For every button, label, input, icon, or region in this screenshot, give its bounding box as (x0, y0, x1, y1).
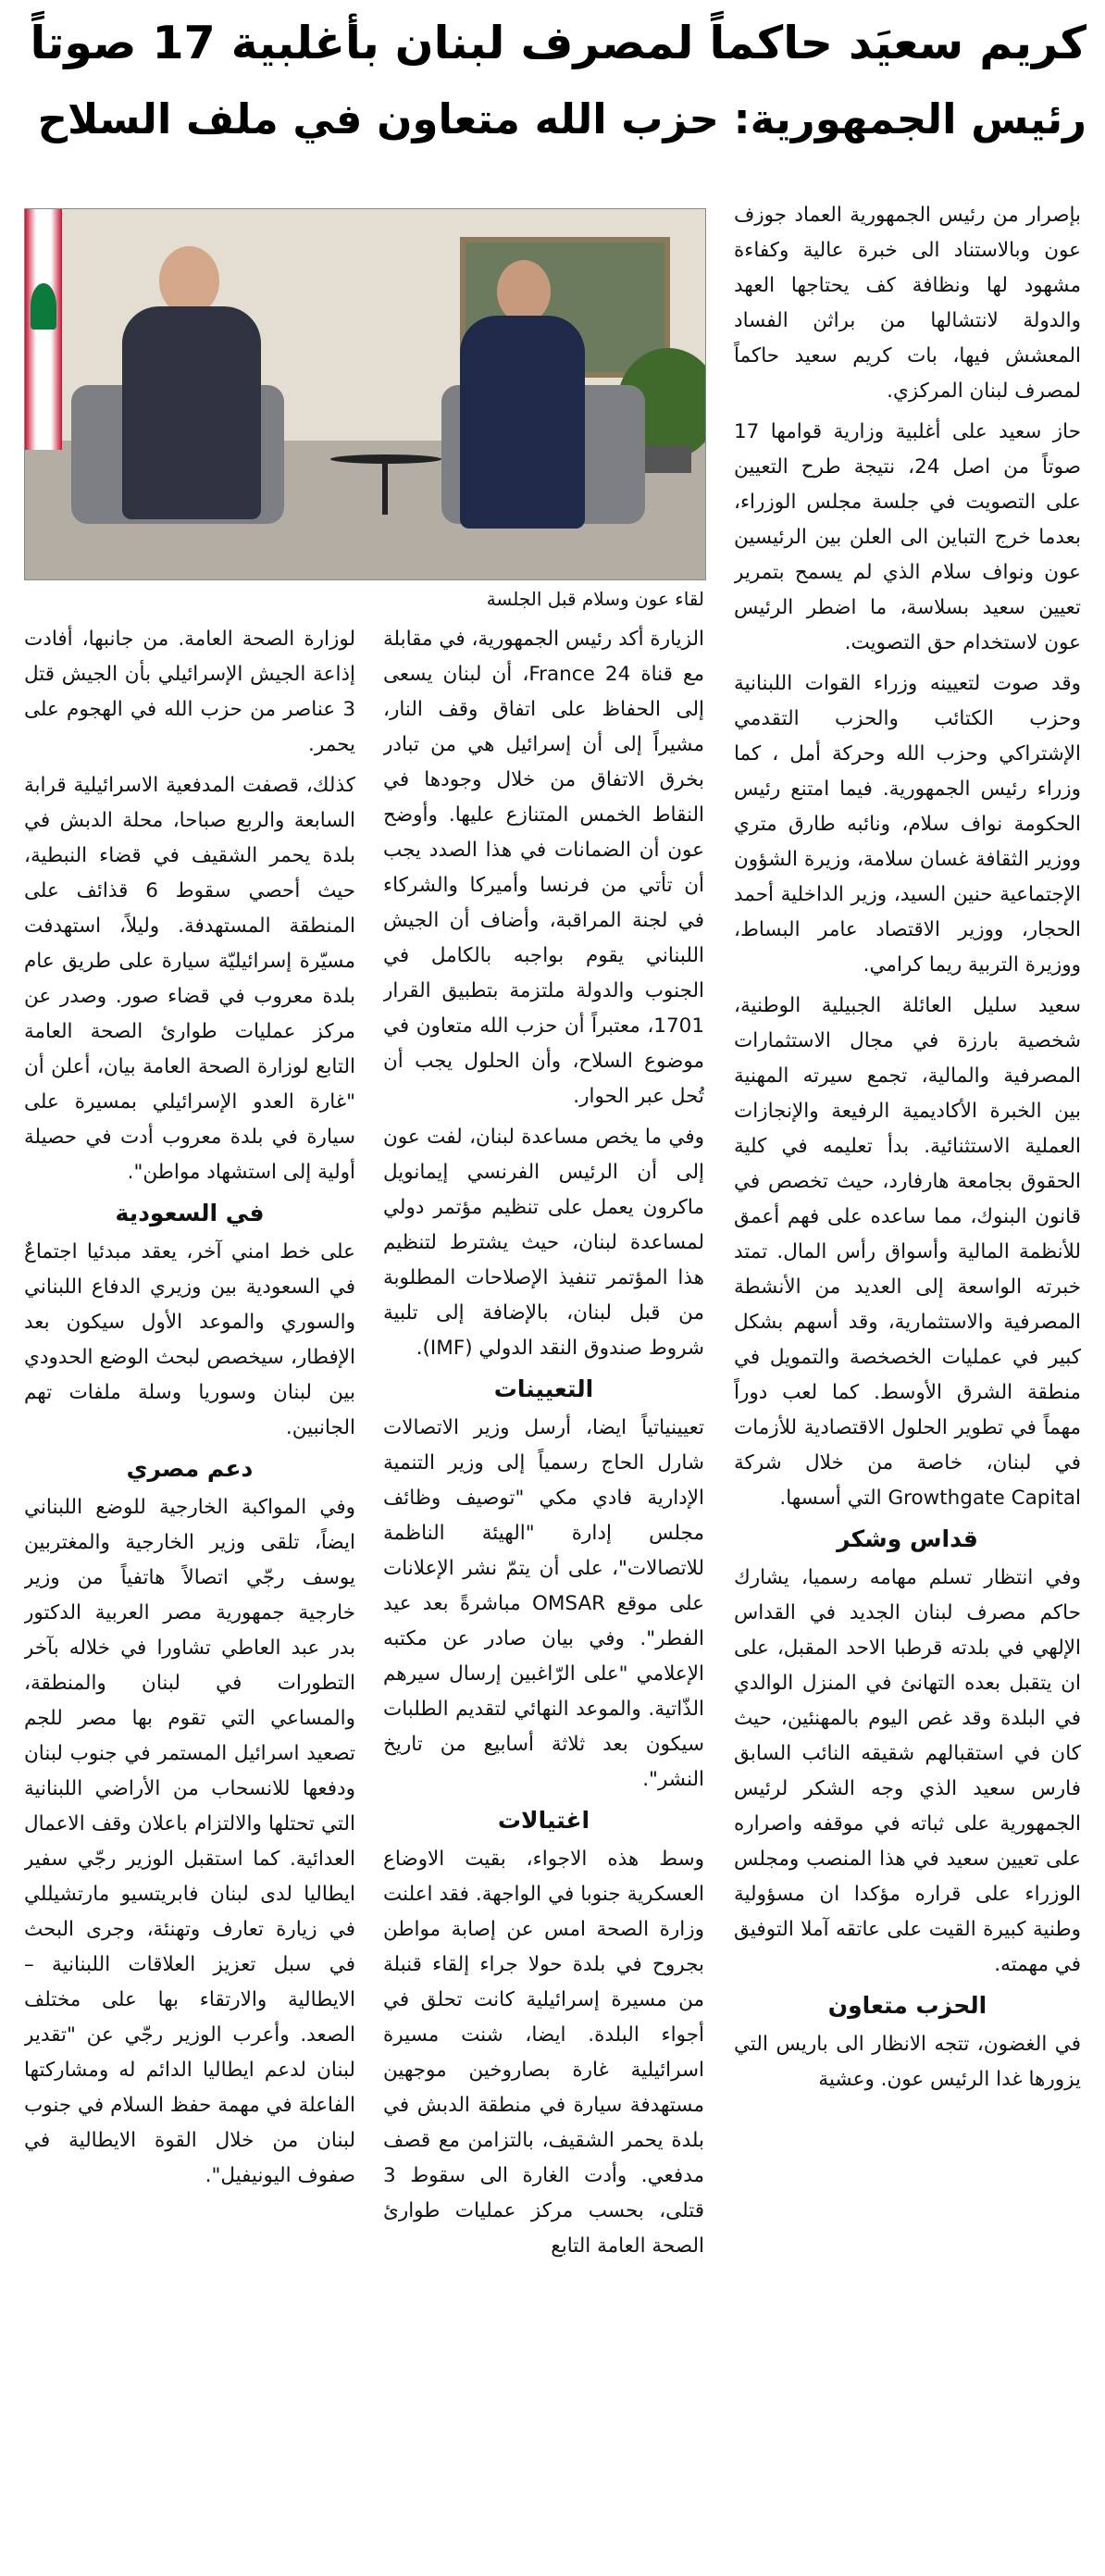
person-left-suit (122, 306, 261, 519)
subheading: اغتيالات (497, 1807, 590, 1834)
paragraph: وقد صوت لتعيينه وزراء القوات اللبنانية وحزب الكتائب والحزب التقدمي الإشتراكي وحزب الله وحركة أمل ، كما وزراء رئيس الجمهورية. فيما امتنع رئيس الحكومة نواف سلام، ونائبه طارق متري ووزير الثقافة غسان سلامة، وزيرة الشؤون الإجتماعية حنين السيد، وزير الداخلية أحمد الحجار، ووزير الاقتصاد عامر البساط، ووزيرة التربية ريما كرامي. (734, 672, 1081, 977)
cedar-icon (31, 283, 56, 330)
plant-pot (645, 445, 691, 473)
subheading: قداس وشكر (837, 1525, 978, 1552)
paragraph: بإصرار من رئيس الجمهورية العماد جوزف عون وبالاستناد الى خبرة عالية وكفاءة مشهود لها ونظافة كف يحتاجها العهد والدولة لانتشالها من براثن الفساد المعشش فيها، بات كريم سعيد حاكماً لمصرف لبنان المركزي. (734, 204, 1081, 403)
subheading: في السعودية (115, 1200, 265, 1226)
person-right-head (497, 260, 551, 323)
subheading: الحزب متعاون (827, 1992, 987, 2019)
paragraph: في الغضون، تتجه الانظار الى باريس التي يزورها غدا الرئيس عون. وعشية (734, 2033, 1081, 2091)
paragraph: كذلك، قصفت المدفعية الاسرائيلية قرابة السابعة والربع صباحا، محلة الدبش في بلدة يحمر الشقيف في قضاء النبطية، حيث أحصي سقوط 6 قذائف على المنطقة المستهدفة. وليلاً، استهدفت مسيّرة إسرائيليّة سيارة على طريق عام بلدة معروب في قضاء صور. وصدر عن مركز عمليات طوارئ الصحة العامة التابع لوزارة الصحة العامة بيان، أعلن أن "غارة العدو الإسرائيلي بمسيرة على سيارة في بلدة معروب أدت في حصيلة أولية إلى استشهاد مواطن". (24, 774, 355, 1184)
paragraph: لوزارة الصحة العامة. من جانبها، أفادت إذاعة الجيش الإسرائيلي بأن الجيش قتل 3 عناصر من حزب الله في الهجوم على يحمر. (24, 628, 355, 756)
column-middle (383, 622, 704, 2566)
column-left (24, 622, 355, 2566)
paragraph: وفي انتظار تسلم مهامه رسميا، يشارك حاكم مصرف لبنان الجديد في القداس الإلهي في بلدته قرطبا الاحد المقبل، على ان يتقبل بعده التهانئ في المنزل الوالدي في البلدة وقد غص اليوم بالمهنئين، حيث كان في استقبالهم شقيقه النائب السابق فارس سعيد الذي وجه الشكر لرئيس الجمهورية على ثباته في موقفه واصراره على تعيين سعيد في هذا المنصب ومجلس الوزراء على قراره مؤكدا ان مسؤولية وطنية كبيرة القيت على عاتقه آملا التوفيق في مهمته. (734, 1566, 1081, 1976)
paragraph: وفي ما يخص مساعدة لبنان، لفت عون إلى أن الرئيس الفرنسي إيمانويل ماكرون يعمل على تنظيم مؤتمر دولي لمساعدة لبنان، حيث يشترط لتنظيم هذا المؤتمر تنفيذ الإصلاحات المطلوبة من قبل لبنان، بالإضافة إلى تلبية شروط صندوق النقد الدولي (IMF). (383, 1126, 704, 1360)
paragraph: الزيارة أكد رئيس الجمهورية، في مقابلة مع قناة France 24، أن لبنان يسعى إلى الحفاظ على اتفاق وقف النار، مشيراً إلى أن إسرائيل هي من تبادر بخرق الاتفاق من خلال وجودها في النقاط الخمس المتنازع عليها. وأوضح عون أن الضمانات في هذا الصدد يجب أن تأتي من فرنسا وأميركا والشركاء في لجنة المراقبة، وأضاف أن الجيش اللبناني يقوم بواجبه بالكامل في الجنوب والدولة ملتزمة بتطبيق القرار 1701، معتبراً أن حزب الله متعاون في موضوع السلاح، وأن الحلول يجب أن تُحل عبر الحوار. (383, 628, 704, 1108)
paragraph: سعيد سليل العائلة الجبيلية الوطنية، شخصية بارزة في مجال الاستثمارات المصرفية والمالية، تجمع سيرته المهنية بين الخبرة الأكاديمية الرفيعة والإنجازات العملية الاستثنائية. بدأ تعليمه في كلية الحقوق بجامعة هارفارد، حيث تخصص في قانون البنوك، مما ساعده على فهم أعمق للأنظمة المالية وأسواق رأس المال. تمتد خبرته الواسعة إلى العديد من الأنشطة المصرفية والاستثمارية، وقد أسهم بشكل كبير في عمليات الخصخصة والتمويل في منطقة الشرق الأوسط. كما لعب دوراً مهماً في تطوير الحلول الاقتصادية للأزمات في لبنان، خاصة من خلال شركة Growthgate Capital التي أسسها. (734, 994, 1081, 1510)
photo-caption: لقاء عون وسلام قبل الجلسة (486, 588, 704, 610)
side-table-stem (382, 459, 388, 515)
person-left-head (159, 246, 219, 316)
subheading: دعم مصري (126, 1455, 254, 1482)
headline-line-1: كريم سعيَد حاكماً لمصرف لبنان بأغلبية 17 صوتاً (30, 17, 1086, 69)
headline (19, 6, 1086, 157)
paragraph: تعيينياتياً ايضا، أرسل وزير الاتصالات شارل الحاج رسمياً إلى وزير التنمية الإدارية فادي مكي "توصيف وظائف مجلس إدارة "الهيئة الناظمة للاتصالات"، على أن يتمّ نشر الإعلانات على موقع OMSAR مباشرةً بعد عيد الفطر". وفي بيان صادر عن مكتبه الإعلامي "على الرّاغبين إرسال سيرهم الذّاتية. والموعد النهائي لتقديم الطلبات سيكون بعد ثلاثة أسابيع من تاريخ النشر". (383, 1416, 704, 1791)
paragraph: وفي المواكبة الخارجية للوضع اللبناني ايضاً، تلقى وزير الخارجية والمغتربين يوسف رجّي اتصالاً هاتفياً من وزير خارجية جمهورية مصر العربية الدكتور بدر عبد العاطي تشاورا في خلاله بآخر التطورات في لبنان والمنطقة، والمساعي التي تقوم بها مصر للجم تصعيد اسرائيل المستمر في جنوب لبنان ودفعها للانسحاب من الأراضي اللبنانية التي تحتلها والالتزام باعلان وقف الاعمال العدائية. كما استقبل الوزير رجّي سفير ايطاليا لدى لبنان فابريتسيو مارتشيللي في زيارة تعارف وتهنئة، وجرى البحث في سبل تعزيز العلاقات اللبنانية – الايطالية والارتقاء بها على مختلف الصعد. وأعرب الوزير رجّي عن "تقدير لبنان لدعم ايطاليا الدائم له ومشاركتها الفاعلة في مهمة حفظ السلام في جنوب لبنان من خلال القوة الايطالية في صفوف اليونيفيل". (24, 1496, 355, 2187)
news-photo (24, 208, 706, 580)
paragraph: على خط امني آخر، يعقد مبدئيا اجتماعٌ في السعودية بين وزيري الدفاع اللبناني والسوري والموعد الأول سيكون بعد الإفطار، سيخصص لبحث الوضع الحدودي بين لبنان وسوريا وسلة ملفات تهم الجانبين. (24, 1240, 355, 1439)
column-right (734, 198, 1081, 2568)
paragraph: حاز سعيد على أغلبية وزارية قوامها 17 صوتاً من اصل 24، نتيجة طرح التعيين على التصويت في جلسة مجلس الوزراء، بعدما خرج التباين الى العلن بين الرئيسين عون ونواف سلام الذي لم يسمح بتمرير تعيين سعيد بسلاسة، ما اضطر الرئيس عون لاستخدام حق التصويت. (734, 420, 1081, 654)
lebanese-flag-icon (25, 209, 62, 450)
paragraph: وسط هذه الاجواء، بقيت الاوضاع العسكرية جنوبا في الواجهة. فقد اعلنت وزارة الصحة امس عن إصابة مواطن بجروح في بلدة حولا جراء إلقاء قنبلة من مسيرة إسرائيلية كانت تحلق في أجواء البلدة. ايضا، شنت مسيرة اسرائيلية غارة بصاروخين موجهين مستهدفة سيارة في منطقة الدبش في بلدة يحمر الشقيف، بالتزامن مع قصف مدفعي. وأدت الغارة الى سقوط 3 قتلى، بحسب مركز عمليات طوارئ الصحة العامة التابع (383, 1848, 704, 2258)
person-right-suit (460, 316, 585, 529)
headline-line-2: رئيس الجمهورية: حزب الله متعاون في ملف السلاح (37, 94, 1086, 143)
subheading: التعيينات (493, 1375, 594, 1402)
